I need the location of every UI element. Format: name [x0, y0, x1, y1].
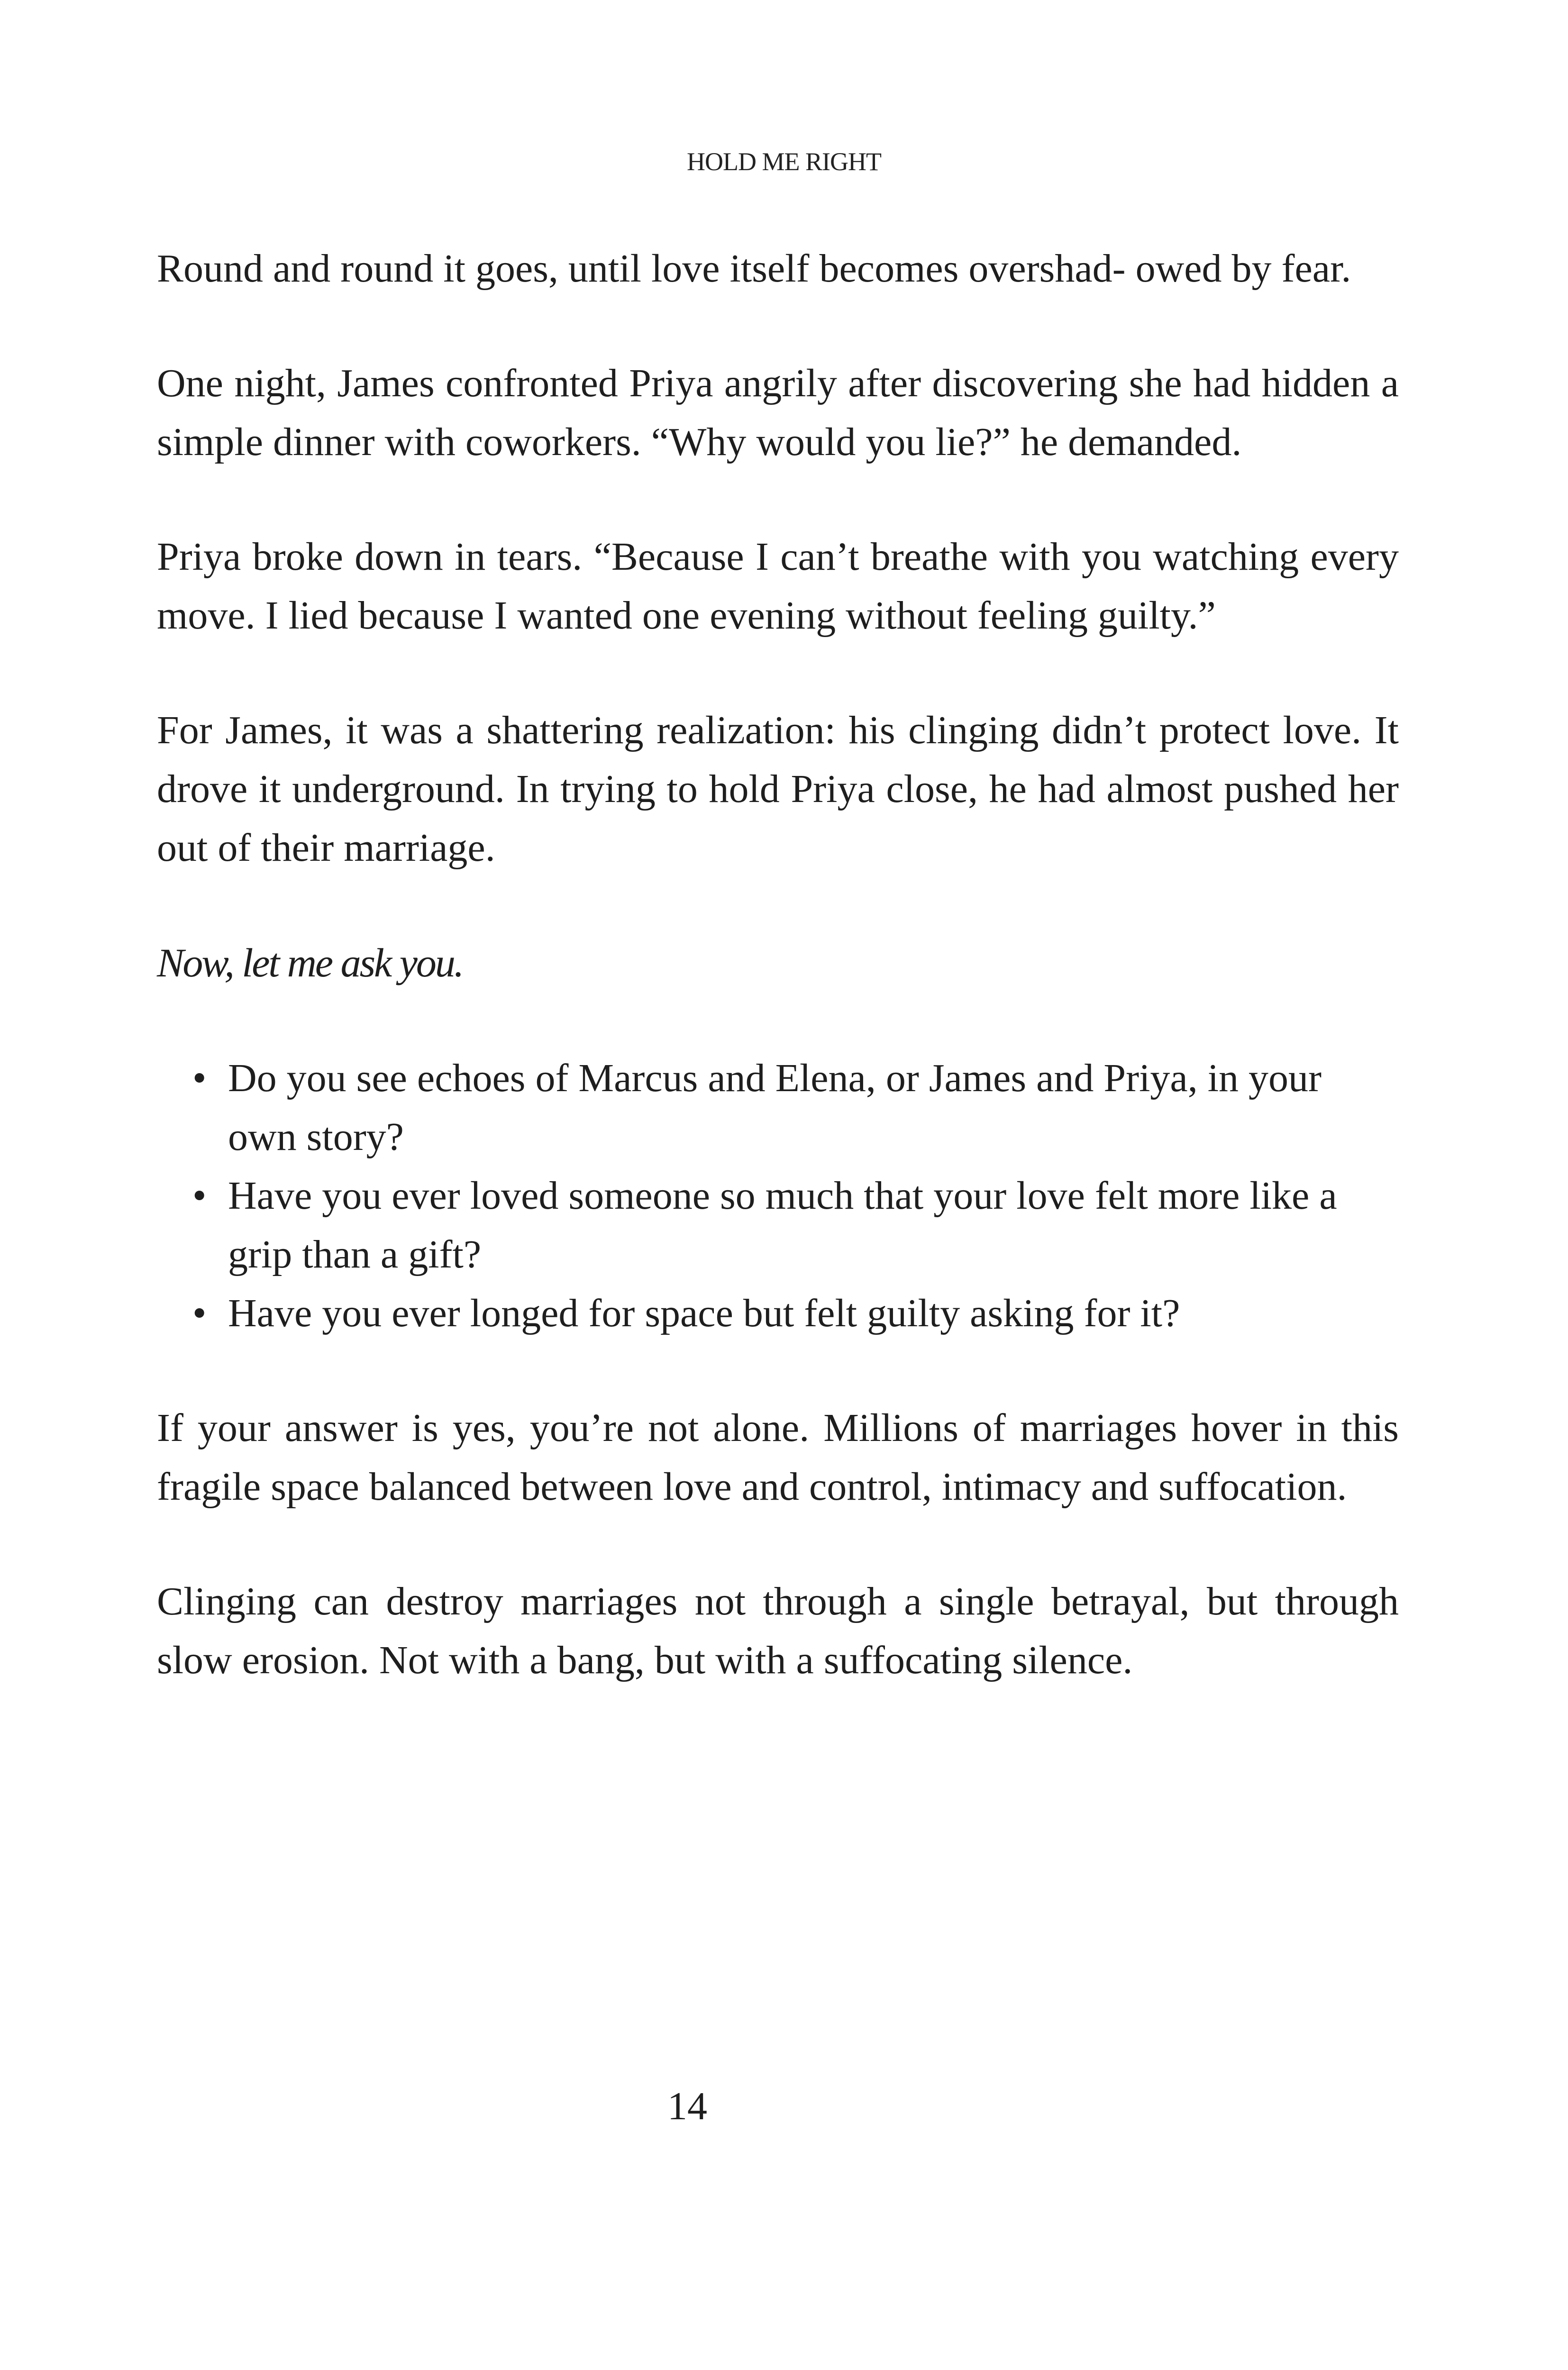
question-list [157, 1049, 1385, 1343]
paragraph-6: Clinging can destroy marriages not through a single betrayal, but through slow erosion. Not with a bang, but with a suffocating silence. [157, 1579, 1399, 1682]
page-number: 14 [667, 2084, 707, 2128]
body-text [157, 239, 1399, 1746]
list-item-text: Do you see echoes of Marcus and Elena, or James and Priya, in your own story? [228, 1056, 1322, 1159]
paragraph-3: Priya broke down in tears. “Because I can’t breathe with you watching every move. I lied because I wanted one evening without feeling guilty.” [157, 535, 1399, 638]
list-item-text: Have you ever longed for space but felt guilty asking for it? [228, 1291, 1180, 1335]
bullet-icon: • [192, 1174, 207, 1218]
bullet-icon: • [192, 1056, 207, 1100]
list-item [192, 1049, 1385, 1167]
paragraph-4: For James, it was a shattering realization: his clinging didn’t protect love. It drove it underground. In trying to hold Priya close, he had almost pushed her out of their marriage. [157, 708, 1399, 870]
paragraph-2: One night, James confronted Priya angrily after discovering she had hidden a simple dinner with coworkers. “Why would you lie?” he demanded. [157, 361, 1399, 464]
list-item [192, 1167, 1385, 1284]
section-heading: Now, let me ask you. [157, 940, 463, 985]
list-item [192, 1284, 1385, 1343]
paragraph-5: If your answer is yes, you’re not alone. Millions of marriages hover in this fragile space balanced between love and control, intimacy and suffocation. [157, 1406, 1399, 1509]
running-header: HOLD ME RIGHT [687, 147, 881, 176]
bullet-icon: • [192, 1291, 207, 1335]
list-item-text: Have you ever loved someone so much that your love felt more like a grip than a gift? [228, 1174, 1337, 1276]
paragraph-1: Round and round it goes, until love itself becomes overshad- owed by fear. [157, 246, 1351, 291]
